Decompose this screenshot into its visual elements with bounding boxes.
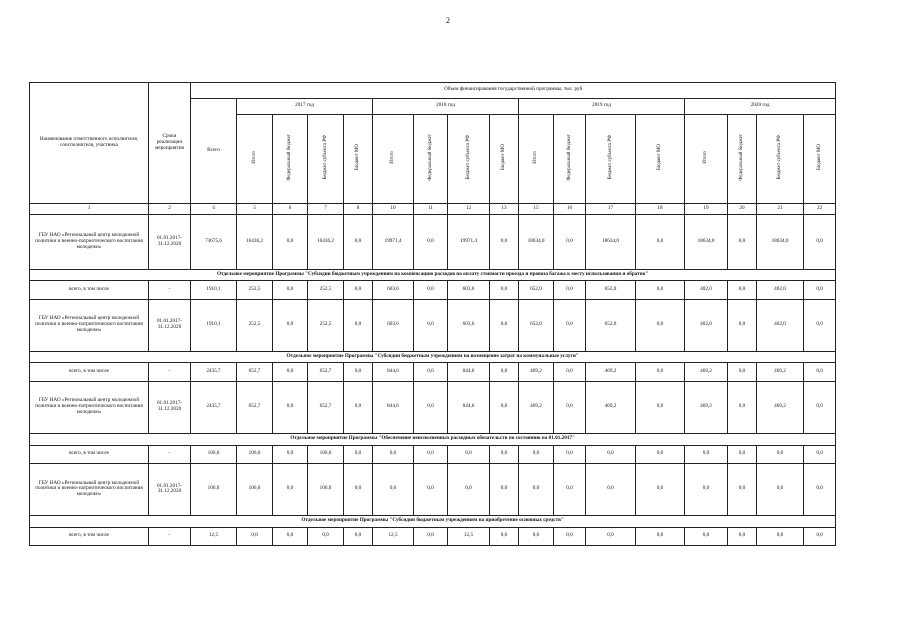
row-value: 652,0: [519, 299, 554, 351]
row-value: 0,0: [344, 527, 373, 545]
row-value: 0,0: [554, 463, 586, 515]
row-value: 0,0: [728, 363, 757, 381]
financing-table: [29, 82, 836, 546]
header-funding: Объем финансирования государственной программы, тыс. руб: [191, 83, 836, 99]
row-value: 0,0: [804, 215, 836, 270]
row-value: 603,6: [373, 281, 414, 299]
row-value: 0,0: [728, 445, 757, 463]
column-number: 20: [728, 203, 757, 214]
row-value: 652,0: [586, 299, 636, 351]
row-value: 0,0: [414, 281, 448, 299]
row-value: 252,5: [308, 281, 344, 299]
column-number: 19: [685, 203, 728, 214]
column-number: 13: [490, 203, 519, 214]
row-value: 469,2: [757, 363, 804, 381]
row-value: 0,0: [490, 445, 519, 463]
row-value: 0,0: [636, 363, 685, 381]
column-number: 8: [344, 203, 373, 214]
section-title: Отдельное мероприятие Программы "Субсидии бюджетным учреждениям на возмещение затрат на коммунальные услуги": [30, 352, 836, 363]
row-name: всего, в том числе: [30, 527, 149, 545]
subheader-label: Федеральный бюджет: [427, 134, 433, 181]
total-row: [30, 527, 836, 545]
responsible-row: [30, 463, 836, 515]
row-value: 0,0: [636, 527, 685, 545]
column-number: 7: [308, 203, 344, 214]
responsible-row: [30, 215, 836, 270]
row-value: 0,0: [804, 381, 836, 433]
row-value: 0,0: [757, 445, 804, 463]
row-value: 0,0: [414, 445, 448, 463]
row-value: 469,2: [757, 381, 804, 433]
page-number: 2: [446, 16, 450, 25]
column-number: 2: [149, 203, 191, 214]
row-value: 18634,0: [757, 215, 804, 270]
subheader-label: Бюджет субъекта РФ: [322, 135, 328, 180]
row-period: -: [149, 363, 191, 381]
row-value: 106,0: [237, 445, 273, 463]
row-value: 0,0: [586, 463, 636, 515]
row-value: 0,0: [586, 527, 636, 545]
row-value: 652,7: [308, 381, 344, 433]
subheader-label: Бюджет МО: [816, 144, 822, 171]
total-row: [30, 281, 836, 299]
row-value: 469,2: [685, 363, 728, 381]
row-value: 0,0: [728, 215, 757, 270]
row-value: 1910,1: [191, 299, 237, 351]
section-title: Отдельное мероприятие Программы "Субсидии бюджетным учреждениям на приобретение основных средств": [30, 516, 836, 527]
subheader-label: Федеральный бюджет: [287, 134, 293, 181]
row-value: 0,0: [554, 215, 586, 270]
column-number: 1: [30, 203, 149, 214]
row-value: 0,0: [636, 215, 685, 270]
subheader-label: Федеральный бюджет: [739, 134, 745, 181]
row-value: 106,0: [237, 463, 273, 515]
header-name: Наименование ответственного исполнителя, соисполнителя, участника: [30, 83, 149, 204]
section-title: Отдельное мероприятие Программы "Обеспечение неисполненных расходных обязательств по состоянию на 01.01.2017": [30, 434, 836, 445]
row-value: 0,0: [414, 463, 448, 515]
row-name: ГБУ НАО «Региональный центр молодежной политики и военно-патриотического воспитания молодежи»: [30, 299, 149, 351]
row-value: 0,0: [636, 281, 685, 299]
row-value: 0,0: [554, 281, 586, 299]
row-value: 402,0: [685, 281, 728, 299]
subheader-2018-mo-budget: [490, 114, 519, 203]
row-value: 19971,4: [448, 215, 490, 270]
financing-table-container: [29, 82, 835, 546]
row-value: 0,0: [308, 527, 344, 545]
row-value: 0,0: [414, 215, 448, 270]
subheader-2020-mo-budget: [804, 114, 836, 203]
row-value: 12,5: [373, 527, 414, 545]
row-value: 0,0: [685, 527, 728, 545]
row-value: 0,0: [273, 363, 308, 381]
subheader-label: Итого: [533, 151, 539, 164]
row-value: 106,0: [191, 463, 237, 515]
row-value: 252,5: [308, 299, 344, 351]
row-value: 0,0: [586, 445, 636, 463]
subheader-2018-itogo: [373, 114, 414, 203]
subheader-2017-federal-budget: [273, 114, 308, 203]
row-period: 01.01.2017-31.12.2020: [149, 299, 191, 351]
subheader-label: Федеральный бюджет: [566, 134, 572, 181]
row-name: всего, в том числе: [30, 445, 149, 463]
row-value: 1910,1: [191, 281, 237, 299]
row-value: 0,0: [804, 363, 836, 381]
subheader-2019-mo-budget: [636, 114, 685, 203]
subheader-label: Бюджет МО: [501, 144, 507, 171]
subheader-label: Бюджет субъекта РФ: [777, 135, 783, 180]
row-value: 0,0: [728, 299, 757, 351]
row-value: 2435,7: [191, 381, 237, 433]
row-value: 0,0: [804, 299, 836, 351]
row-value: 0,0: [273, 381, 308, 433]
section-title-row: [30, 352, 836, 363]
row-value: 73675,6: [191, 215, 237, 270]
total-row: [30, 363, 836, 381]
responsible-row: [30, 299, 836, 351]
row-value: 0,0: [273, 215, 308, 270]
subheader-2018-federal-budget: [414, 114, 448, 203]
row-value: 0,0: [373, 445, 414, 463]
row-value: 0,0: [414, 381, 448, 433]
row-value: 0,0: [448, 445, 490, 463]
row-period: -: [149, 281, 191, 299]
row-value: 0,0: [237, 527, 273, 545]
row-value: 603,6: [448, 281, 490, 299]
row-value: 0,0: [685, 445, 728, 463]
row-value: 469,2: [519, 363, 554, 381]
column-number: 18: [636, 203, 685, 214]
subheader-label: Бюджет МО: [355, 144, 361, 171]
row-value: 0,0: [728, 527, 757, 545]
row-value: 0,0: [554, 527, 586, 545]
row-value: 0,0: [344, 215, 373, 270]
row-name: всего, в том числе: [30, 281, 149, 299]
row-value: 18634,0: [586, 215, 636, 270]
column-numbers-row: [30, 203, 836, 214]
row-value: 0,0: [273, 281, 308, 299]
row-value: 0,0: [554, 299, 586, 351]
row-value: 402,0: [685, 299, 728, 351]
row-value: 0,0: [554, 363, 586, 381]
column-number: 21: [757, 203, 804, 214]
row-value: 0,0: [490, 527, 519, 545]
column-number: 17: [586, 203, 636, 214]
responsible-row: [30, 381, 836, 433]
column-number: 22: [804, 203, 836, 214]
subheader-2017-subject-budget: [308, 114, 344, 203]
row-value: 0,0: [414, 527, 448, 545]
row-value: 652,0: [586, 281, 636, 299]
row-value: 0,0: [636, 463, 685, 515]
subheader-label: Бюджет МО: [657, 144, 663, 171]
subheader-label: Итого: [703, 151, 709, 164]
row-period: -: [149, 445, 191, 463]
row-value: 0,0: [636, 381, 685, 433]
header-year-2020: 2020 год: [685, 98, 836, 114]
column-number: 10: [373, 203, 414, 214]
row-value: 0,0: [554, 445, 586, 463]
column-number: 11: [414, 203, 448, 214]
column-number: 6: [273, 203, 308, 214]
row-value: 844,6: [448, 381, 490, 433]
row-value: 0,0: [685, 463, 728, 515]
row-value: 12,5: [191, 527, 237, 545]
column-number: 5: [237, 203, 273, 214]
row-value: 0,0: [728, 281, 757, 299]
row-value: 0,0: [519, 463, 554, 515]
subheader-2020-itogo: [685, 114, 728, 203]
row-value: 0,0: [728, 381, 757, 433]
row-value: 652,7: [308, 363, 344, 381]
row-value: 106,0: [308, 463, 344, 515]
row-value: 0,0: [344, 381, 373, 433]
row-value: 0,0: [373, 463, 414, 515]
row-value: 252,5: [237, 299, 273, 351]
section-title-row: [30, 434, 836, 445]
row-value: 603,6: [373, 299, 414, 351]
row-value: 0,0: [804, 281, 836, 299]
row-value: 0,0: [344, 463, 373, 515]
row-value: 469,2: [685, 381, 728, 433]
column-number: 16: [554, 203, 586, 214]
total-row: [30, 445, 836, 463]
row-value: 0,0: [490, 381, 519, 433]
header-year-2018: 2018 год: [373, 98, 519, 114]
header-total: Всего: [191, 98, 237, 203]
subheader-2020-subject-budget: [757, 114, 804, 203]
row-value: 0,0: [636, 445, 685, 463]
row-value: 106,0: [308, 445, 344, 463]
row-value: 0,0: [804, 445, 836, 463]
row-value: 402,0: [757, 281, 804, 299]
subheader-label: Бюджет субъекта РФ: [607, 135, 613, 180]
row-value: 469,2: [586, 363, 636, 381]
subheader-label: Итого: [390, 151, 396, 164]
row-value: 0,0: [273, 527, 308, 545]
row-value: 106,0: [191, 445, 237, 463]
row-value: 0,0: [554, 381, 586, 433]
row-value: 0,0: [728, 463, 757, 515]
subheader-2017-itogo: [237, 114, 273, 203]
column-number: 4: [191, 203, 237, 214]
row-value: 12,5: [448, 527, 490, 545]
subheader-2019-federal-budget: [554, 114, 586, 203]
row-value: 0,0: [519, 445, 554, 463]
subheader-2020-federal-budget: [728, 114, 757, 203]
header-period: Сроки реализации мероприятия: [149, 83, 191, 204]
row-value: 0,0: [804, 527, 836, 545]
row-value: 2435,7: [191, 363, 237, 381]
subheader-2018-subject-budget: [448, 114, 490, 203]
row-period: -: [149, 527, 191, 545]
row-value: 0,0: [448, 463, 490, 515]
column-number: 15: [519, 203, 554, 214]
subheader-label: Итого: [251, 151, 257, 164]
row-value: 0,0: [490, 463, 519, 515]
section-title-row: [30, 269, 836, 280]
row-value: 0,0: [490, 215, 519, 270]
row-value: 0,0: [414, 299, 448, 351]
row-value: 844,6: [373, 363, 414, 381]
row-value: 0,0: [344, 363, 373, 381]
subheader-label: Бюджет субъекта РФ: [465, 135, 471, 180]
row-value: 0,0: [490, 281, 519, 299]
row-value: 0,0: [757, 527, 804, 545]
column-number: 12: [448, 203, 490, 214]
row-value: 0,0: [414, 363, 448, 381]
row-name: ГБУ НАО «Региональный центр молодежной политики и военно-патриотического воспитания молодежи»: [30, 463, 149, 515]
row-value: 18634,0: [685, 215, 728, 270]
row-period: 01.01.2017-31.12.2020: [149, 463, 191, 515]
row-name: ГБУ НАО «Региональный центр молодежной политики и военно-патриотического воспитания молодежи»: [30, 215, 149, 270]
row-value: 402,0: [757, 299, 804, 351]
row-value: 844,6: [373, 381, 414, 433]
row-value: 16436,2: [237, 215, 273, 270]
row-value: 0,0: [519, 527, 554, 545]
row-name: ГБУ НАО «Региональный центр молодежной политики и военно-патриотического воспитания молодежи»: [30, 381, 149, 433]
row-value: 0,0: [273, 299, 308, 351]
row-value: 652,0: [519, 281, 554, 299]
row-value: 0,0: [344, 299, 373, 351]
row-value: 469,2: [586, 381, 636, 433]
header-year-2017: 2017 год: [237, 98, 373, 114]
row-value: 0,0: [804, 463, 836, 515]
row-value: 0,0: [490, 363, 519, 381]
header-year-2019: 2019 год: [519, 98, 685, 114]
row-value: 0,0: [490, 299, 519, 351]
row-value: 18634,0: [519, 215, 554, 270]
row-value: 252,5: [237, 281, 273, 299]
subheader-2017-mo-budget: [344, 114, 373, 203]
section-title-row: [30, 516, 836, 527]
row-value: 0,0: [757, 463, 804, 515]
row-value: 652,7: [237, 363, 273, 381]
row-period: 01.01.2017-31.12.2020: [149, 215, 191, 270]
subheader-2019-subject-budget: [586, 114, 636, 203]
row-value: 844,6: [448, 363, 490, 381]
section-title: Отдельное мероприятие Программы "Субсидии бюджетным учреждениям на компенсацию расходов на оплату стоимости проезда и провоза багажа к месту использования и обратно": [30, 269, 836, 280]
row-value: 0,0: [273, 463, 308, 515]
row-value: 0,0: [344, 281, 373, 299]
row-value: 469,2: [519, 381, 554, 433]
row-value: 16436,2: [308, 215, 344, 270]
row-value: 19971,4: [373, 215, 414, 270]
row-name: всего, в том числе: [30, 363, 149, 381]
row-value: 0,0: [344, 445, 373, 463]
row-value: 0,0: [273, 445, 308, 463]
subheader-2019-itogo: [519, 114, 554, 203]
row-value: 603,6: [448, 299, 490, 351]
row-value: 0,0: [636, 299, 685, 351]
row-period: 01.01.2017-31.12.2020: [149, 381, 191, 433]
row-value: 652,7: [237, 381, 273, 433]
